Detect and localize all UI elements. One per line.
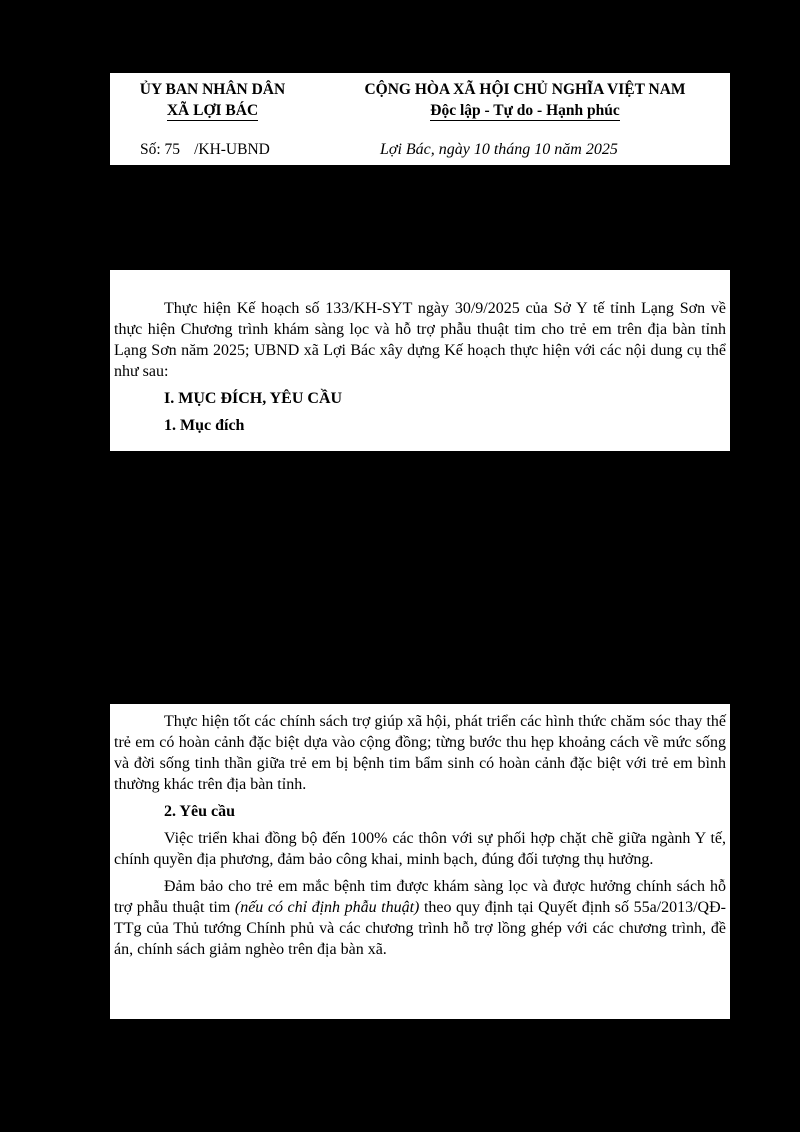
section-heading-purpose-requirements: I. MỤC ĐÍCH, YÊU CẦU <box>164 390 343 407</box>
req-p2-text-b: theo quy định tại Quyết định số 55a/2013/QĐ-TTg của Thủ tướng Chính phủ và các chương trình hỗ trợ lồng ghép với các chương trình, đề án, chính sách giảm nghèo trên địa bàn xã. <box>114 899 726 958</box>
agency-name: ỦY BAN NHÂN DÂN <box>139 81 286 98</box>
document-number-suffix: /KH-UBND <box>194 141 270 158</box>
req-p2-text-a: Đảm bảo cho trẻ em mắc bệnh tim được khám sàng lọc và được hưởng chính sách hỗ trợ phẫu thuật tim <box>114 878 726 916</box>
place-date: Lợi Bác, ngày 10 tháng 10 năm 2025 <box>380 141 618 158</box>
commune-name: XÃ LỢI BÁC <box>166 102 259 119</box>
req-p2-italic: (nếu có chỉ định phẫu thuật) <box>234 899 420 916</box>
document-number-prefix: Số: 75 <box>140 141 181 158</box>
subsection-heading-requirements: 2. Yêu cầu <box>164 803 235 820</box>
document-number <box>140 141 270 159</box>
national-motto <box>320 79 730 121</box>
intro-block <box>110 270 730 451</box>
requirements-paragraph-1: Việc triển khai đồng bộ đến 100% các thôn với sự phối hợp chặt chẽ giữa ngành Y tế, chính quyền địa phương, đảm bảo công khai, minh bạch, đúng đối tượng thụ hưởng. <box>114 830 726 868</box>
subsection-heading-purpose: 1. Mục đích <box>164 417 245 434</box>
requirements-block <box>110 704 730 1019</box>
intro-paragraph: Thực hiện Kế hoạch số 133/KH-SYT ngày 30/9/2025 của Sở Y tế tỉnh Lạng Sơn về thực hiện Chương trình khám sàng lọc và hỗ trợ phẫu thuật tim cho trẻ em trên địa bàn tỉnh Lạng Sơn năm 2025; UBND xã Lợi Bác xây dựng Kế hoạch thực hiện với các nội dung cụ thể như sau: <box>114 300 726 380</box>
motto: Độc lập - Tự do - Hạnh phúc <box>430 102 620 119</box>
country-name: CỘNG HÒA XÃ HỘI CHỦ NGHĨA VIỆT NAM <box>364 81 686 98</box>
purpose-paragraph: Thực hiện tốt các chính sách trợ giúp xã hội, phát triển các hình thức chăm sóc thay thế trẻ em có hoàn cảnh đặc biệt dựa vào cộng đồng; từng bước thu hẹp khoảng cách về mức sống và đời sống tinh thần giữa trẻ em bị bệnh tim bẩm sinh có hoàn cảnh đặc biệt với trẻ em bình thường khác trên địa bàn tỉnh. <box>114 713 726 793</box>
document-header <box>110 73 730 165</box>
requirements-paragraph-2 <box>114 876 726 960</box>
issuing-agency <box>110 79 315 121</box>
